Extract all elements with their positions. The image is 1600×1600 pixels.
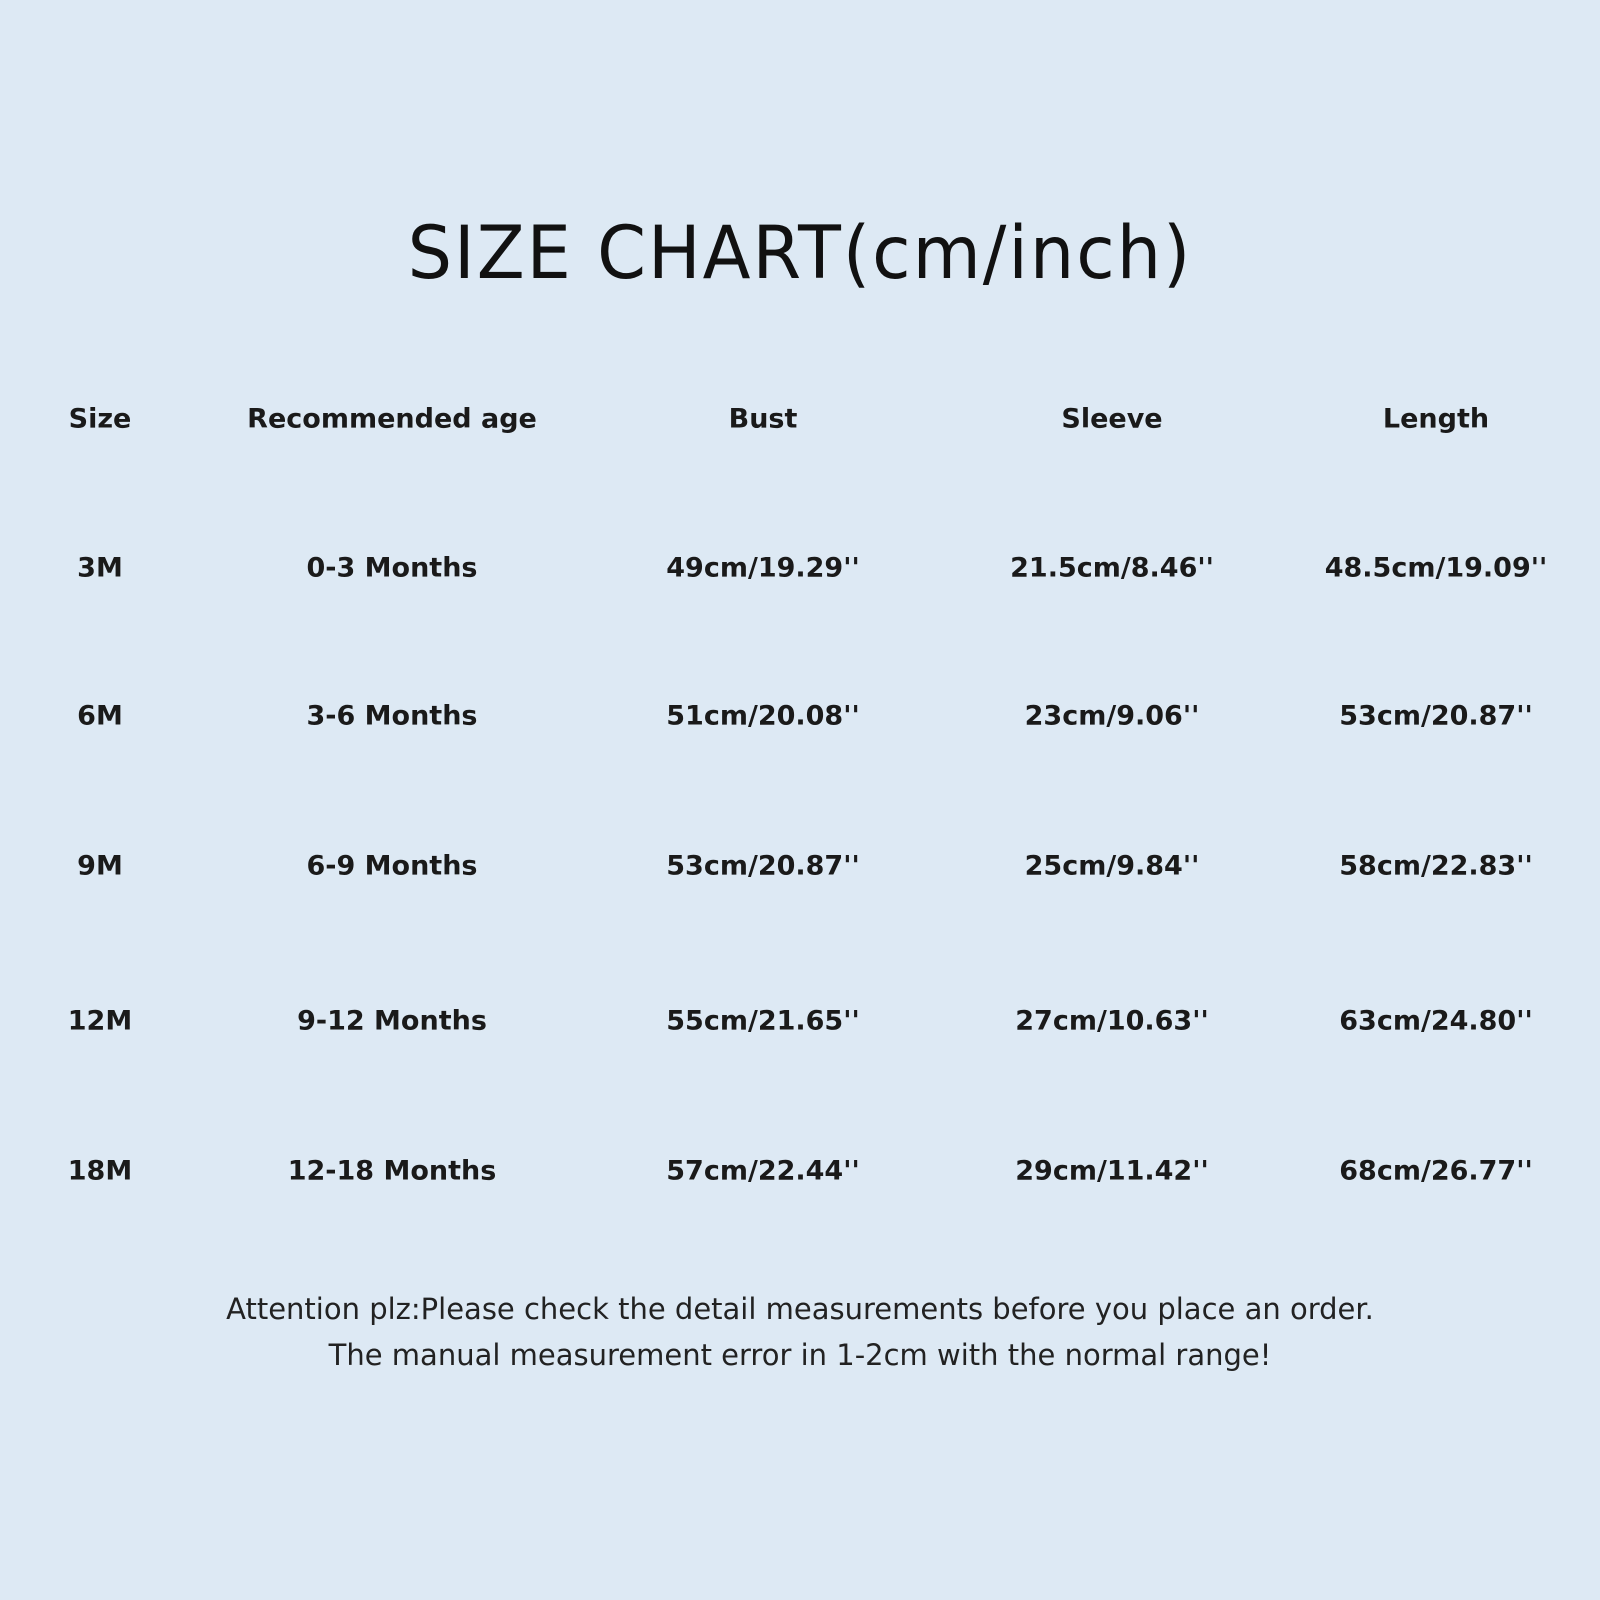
cell-sleeve: 29cm/11.42'' [1015, 1155, 1209, 1187]
cell-length: 48.5cm/19.09'' [1324, 552, 1548, 584]
cell-bust: 57cm/22.44'' [666, 1155, 860, 1187]
cell-age: 9-12 Months [297, 1005, 487, 1037]
cell-size: 12M [67, 1005, 133, 1037]
cell-sleeve: 25cm/9.84'' [1024, 850, 1200, 882]
cell-size: 6M [77, 700, 123, 732]
cell-bust: 51cm/20.08'' [666, 700, 860, 732]
cell-bust: 49cm/19.29'' [666, 552, 860, 584]
measurement-error-note: The manual measurement error in 1-2cm with the normal range! [328, 1338, 1272, 1372]
cell-sleeve: 27cm/10.63'' [1015, 1005, 1209, 1037]
attention-note: Attention plz:Please check the detail measurements before you place an order. [226, 1292, 1374, 1326]
cell-age: 6-9 Months [306, 850, 478, 882]
header-bust: Bust [728, 403, 798, 435]
cell-bust: 53cm/20.87'' [666, 850, 860, 882]
cell-size: 3M [77, 552, 123, 584]
header-recommended-age: Recommended age [247, 403, 537, 435]
cell-size: 9M [77, 850, 123, 882]
cell-sleeve: 23cm/9.06'' [1024, 700, 1200, 732]
cell-age: 0-3 Months [306, 552, 478, 584]
cell-size: 18M [67, 1155, 133, 1187]
header-size: Size [68, 403, 132, 435]
cell-length: 53cm/20.87'' [1339, 700, 1533, 732]
page-title: SIZE CHART(cm/inch) [407, 209, 1193, 297]
cell-length: 58cm/22.83'' [1339, 850, 1533, 882]
header-sleeve: Sleeve [1061, 403, 1163, 435]
cell-age: 3-6 Months [306, 700, 478, 732]
cell-age: 12-18 Months [287, 1155, 497, 1187]
cell-bust: 55cm/21.65'' [666, 1005, 860, 1037]
cell-length: 68cm/26.77'' [1339, 1155, 1533, 1187]
header-length: Length [1382, 403, 1490, 435]
cell-sleeve: 21.5cm/8.46'' [1010, 552, 1214, 584]
cell-length: 63cm/24.80'' [1339, 1005, 1533, 1037]
